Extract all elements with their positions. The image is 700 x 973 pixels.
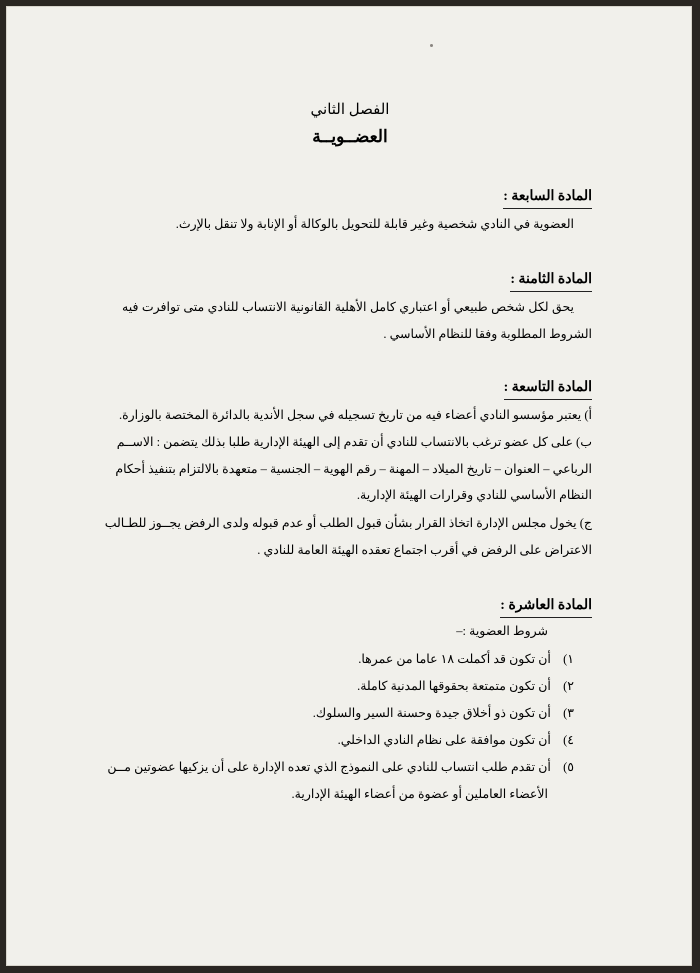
item-number: ٣) <box>563 706 574 720</box>
item-text: أن تكون قد أكملت ١٨ عاما من عمرها. <box>358 652 551 666</box>
article-9-clause-b-line-2: الرباعي – العنوان – تاريخ الميلاد – المهنة – رقم الهوية – الجنسية – متعهدة بالالتزام بتنفيذ أحكام <box>115 462 592 476</box>
item-text: أن تكون ذو أخلاق جيدة وحسنة السير والسلوك. <box>312 706 551 720</box>
article-10-item-1 <box>122 650 574 668</box>
article-10-item-5 <box>107 758 574 776</box>
article-10-item-3 <box>122 704 574 722</box>
article-10-intro: شروط العضوية :– <box>456 624 548 638</box>
section-title: العضــويــة <box>312 127 388 146</box>
item-number: ٤) <box>563 733 574 747</box>
article-7-heading: المادة السابعة : <box>503 188 592 209</box>
item-text: أن تكون متمتعة بحقوقها المدنية كاملة. <box>357 679 551 693</box>
article-8-heading: المادة الثامنة : <box>510 271 592 292</box>
article-10-item-4 <box>122 731 574 749</box>
article-9-clause-a: أ) يعتبر مؤسسو النادي أعضاء فيه من تاريخ تسجيله في سجل الأندية بالدائرة المختصة بالوزارة. <box>118 408 592 422</box>
item-text: أن تقدم طلب انتساب للنادي على النموذج الذي تعده الإدارة على أن يزكيها عضوتين مــن <box>107 760 551 774</box>
article-8-line-1: يحق لكل شخص طبيعي أو اعتباري كامل الأهلية القانونية الانتساب للنادي متى توافرت فيه <box>122 300 574 314</box>
article-8-line-2: الشروط المطلوبة وفقا للنظام الأساسي . <box>383 327 592 341</box>
item-number: ٢) <box>563 679 574 693</box>
article-9-clause-c-line-1: ج) يخول مجلس الإدارة اتخاذ القرار بشأن قبول الطلب أو عدم قبوله ولدى الرفض يجــوز للطـالب <box>104 516 592 530</box>
article-9-clause-b-line-3: النظام الأساسي للنادي وقرارات الهيئة الإدارية. <box>356 488 592 502</box>
item-number: ١) <box>563 652 574 666</box>
article-7-text: العضوية في النادي شخصية وغير قابلة للتحويل بالوكالة أو الإنابة ولا تنقل بالإرث. <box>175 217 574 231</box>
article-9-heading: المادة التاسعة : <box>504 379 592 400</box>
article-9-clause-b-line-1: ب) على كل عضو ترغب بالانتساب للنادي أن تقدم إلى الهيئة الإدارية طلبا بذلك يتضمن : الاســم <box>116 435 592 449</box>
item-text: أن تكون موافقة على نظام النادي الداخلي. <box>337 733 551 747</box>
article-10-heading: المادة العاشرة : <box>500 597 592 618</box>
paper-speck <box>430 44 433 47</box>
article-9-clause-c-line-2: الاعتراض على الرفض في أقرب اجتماع تعقده الهيئة العامة للنادي . <box>257 543 592 557</box>
chapter-title: الفصل الثاني <box>310 102 390 118</box>
item-number: ٥) <box>563 760 574 774</box>
article-10-item-2 <box>122 677 574 695</box>
article-10-item-5-continuation: الأعضاء العاملين أو عضوة من أعضاء الهيئة الإدارية. <box>291 787 548 801</box>
